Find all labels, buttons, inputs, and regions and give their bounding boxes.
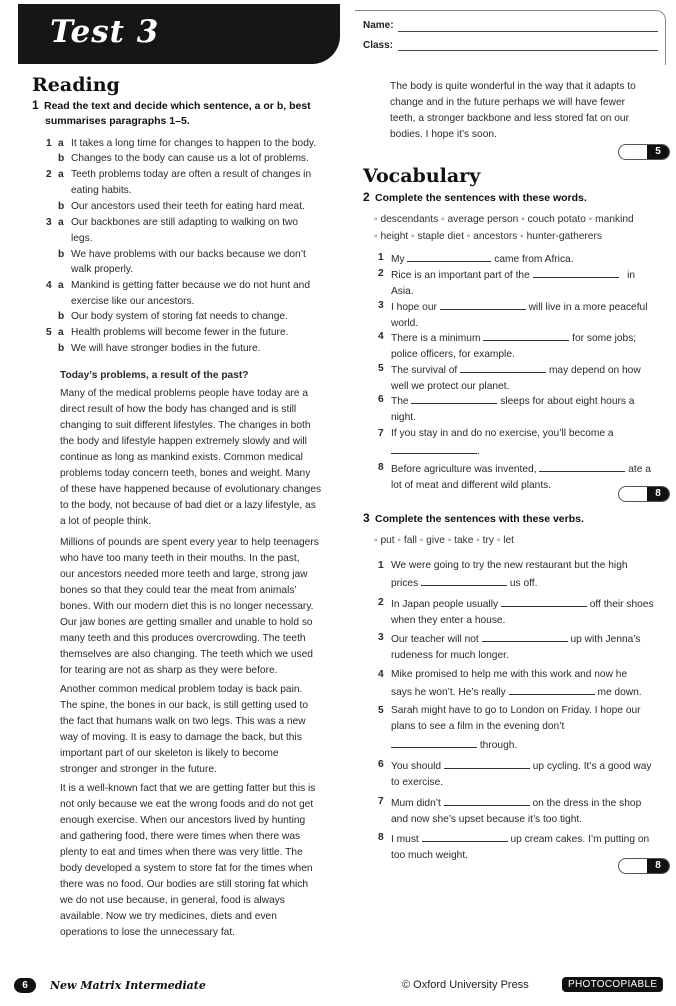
task-2-score-box: 8 xyxy=(618,486,670,502)
test-title: Test 3 xyxy=(50,14,160,50)
answer-blank[interactable] xyxy=(533,266,619,278)
task-3-word-bank: ◦ put ◦ fall ◦ give ◦ take ◦ try ◦ let xyxy=(374,535,515,546)
article-title: Today’s problems, a result of the past? xyxy=(60,370,249,381)
photocopiable-badge: PHOTOCOPIABLE xyxy=(562,977,663,992)
reading-heading: Reading xyxy=(32,74,120,96)
page-number: 6 xyxy=(14,978,36,993)
answer-blank[interactable] xyxy=(407,250,491,262)
copyright-notice: © Oxford University Press xyxy=(402,979,529,991)
task-3-score-box: 8 xyxy=(618,858,670,874)
answer-blank[interactable] xyxy=(391,442,477,454)
answer-blank[interactable] xyxy=(422,830,508,842)
answer-blank[interactable] xyxy=(509,683,595,695)
article-paragraph-4: It is a well-known fact that we are getting fatter but this is not only because we eat the wrong foods and do not get enough exercise. When our ancestors lived by hunting and gathering food, there were times when there was plenty to eat and times when there was very little. The body developed a system to store fat for the times when there was no food. Our bodies are still storing fat which we do not use because, in general, food is always available. Now we try medicines, diets and even operations to lose the unnecessary fat. xyxy=(60,783,316,938)
task-3-instructions: 3 Complete the sentences with these verbs. xyxy=(363,511,584,525)
answer-blank[interactable] xyxy=(483,329,569,341)
class-field[interactable] xyxy=(398,50,658,51)
task-2-word-bank: ◦ descendants ◦ average person ◦ couch potato ◦ mankind ◦ height ◦ staple diet ◦ ancestors ◦ hunter-gatherers xyxy=(374,214,634,242)
book-title: New Matrix Intermediate xyxy=(50,979,206,992)
header-box xyxy=(355,10,666,65)
answer-blank[interactable] xyxy=(501,595,587,607)
answer-blank[interactable] xyxy=(482,630,568,642)
name-field[interactable] xyxy=(398,31,658,32)
answer-blank[interactable] xyxy=(444,794,530,806)
answer-blank[interactable] xyxy=(421,574,507,586)
reading-task-instructions: 1 Read the text and decide which sentence, a or b, best summarises paragraphs 1–5. xyxy=(32,98,311,127)
class-label: Class: xyxy=(363,40,394,51)
vocabulary-heading: Vocabulary xyxy=(363,165,481,187)
name-label: Name: xyxy=(363,20,394,31)
answer-blank[interactable] xyxy=(440,298,526,310)
reading-score-box: 5 xyxy=(618,144,670,160)
task-2-instructions: 2 Complete the sentences with these words. xyxy=(363,190,587,204)
answer-blank[interactable] xyxy=(539,460,625,472)
article-paragraph-1: Many of the medical problems people have today are a direct result of how the body has changed and is still changing to suit different lifestyles. The changes in both the body and lifestyle happen extremely slowly and will continue as long as mankind exists. Common medical problems today concern teeth, bones and weight. Many of these have happened because of evolutionary changes to the body, not because of bad diet or a lazy lifestyle, as a lot of people think. xyxy=(60,388,322,527)
article-paragraph-3: Another common medical problem today is back pain. The spine, the bones in our back, is still getting used to the fact that humans walk on two legs. This was a new way of moving. It is easy to damage the back, but this important part of our skeleton is likely to become stronger and stronger in the future. xyxy=(60,684,309,775)
answer-blank[interactable] xyxy=(391,736,477,748)
answer-blank[interactable] xyxy=(460,361,546,373)
answer-blank[interactable] xyxy=(411,392,497,404)
answer-blank[interactable] xyxy=(444,757,530,769)
article-paragraph-2: Millions of pounds are spent every year to help teenagers who have too many teeth in their mouths. In the past, our ancestors needed more teeth and large, strong jaw bones so that they could tear the meat from animals’ bones. With our modern diet this is no longer necessary. Our jaw bones are getting smaller and unable to hold so many teeth and this produces overcrowding. The teeth themselves are also changing. The teeth which we used for tearing are not as sharp as they were before. xyxy=(60,537,319,676)
article-paragraph-5: The body is quite wonderful in the way that it adapts to change and in the future perhaps we will have fewer teeth, a stronger backbone and less stored fat on our bodies. I hope it’s soon. xyxy=(390,81,636,140)
